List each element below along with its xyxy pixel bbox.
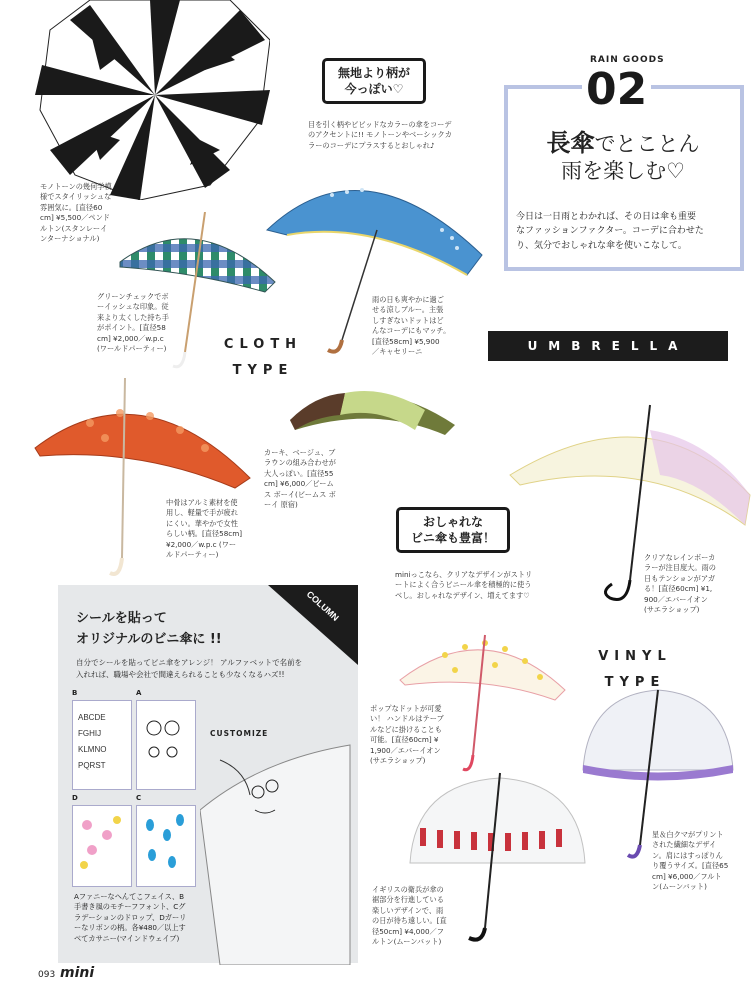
intro-pattern: 目を引く柄やビビッドなカラーの傘をコーデ のアクセントに!! モノトーンやベーシックカ ラーのコーデにプラスするとおしゃれ♪ [308,120,452,150]
caption-rainbow: クリアなレインボーカ ラーが注目度大。雨の 日もテンションがアガ る！[直径60cm] ¥1, 900／エバーイオン (サエラショップ) [644,553,716,615]
sticker-art [72,700,194,885]
column-tab-label: COLUMN [304,589,341,623]
headline-line1 [512,130,734,157]
customize-label: CUSTOMIZE [210,729,269,738]
column-caption: Aファニーなへんてこフェイス、B 手書き風のモチーフフォント、Cグ ラデーションのドロップ、Dガーリ ーなリボンの柄。各¥480／以上す べてカサニー(マインドウェイブ) [74,892,187,943]
intro-text: 今日は一日雨とわかれば、その日は傘も重要 なファッションファクター。コーデに合わせた り、気分でおしゃれな傘を使いこなして。 [516,212,704,251]
column-title: シールを貼って オリジナルのビニ傘に !! [76,611,222,647]
cloth-type-label: CLOTH TYPE [223,337,303,378]
svg-text:ABCDE: ABCDE [78,713,106,722]
umbrella-mono-photo [30,0,270,200]
caption-guard: イギリスの衛兵が傘の 裾部分を行進している 楽しいデザインで、雨 の日が待ち遠しい。[直 径50cm] ¥4,000／フ ルトン(ムーンバット) [372,885,447,947]
page-number: 093 [38,970,56,980]
bubble-vinyl: おしゃれな ビニ傘も豊富！ [396,507,510,553]
column-body: 自分でシールを貼ってビニ傘をアレンジ！ アルファベットで名前を 入れれば、職場や会社で間違えられることも少なくなるハズ!! [76,658,303,679]
umbrella-label: UMBRELLA [527,339,689,353]
caption-check: グリーンチェックでボ ーイッシュな印象。従 来より太くした持ち手 がポイント。[直径58 cm] ¥2,000／w.p.c (ワールドパーティー) [97,292,169,354]
caption-blue: 雨の日も爽やかに過ご せる涼しブルー。主張 しすぎないドットはど んなコーデにもマッチ。 [直径58cm] ¥5,900 ／キャセリーニ [372,295,451,357]
caption-khaki: カーキ、ベージュ、ブ ラウンの組み合わせが 大人っぽい。[直径55 cm] ¥6,000／ビーム ス ボーイ(ビームス ボ ーイ 原宿) [264,448,336,510]
headline-big-word: 長傘 [546,129,595,157]
umbrella-orange-photo [30,378,255,598]
sheet-letter-b: B [72,689,78,697]
customized-umbrella [200,740,355,965]
magazine-logo: mini [60,965,95,981]
caption-mono: モノトーンの幾何学模 様でスタイリッシュな 雰囲気に。[直径60 cm] ¥5,500／ペンド ルトン(スタンレーイ ンターナショナル) [40,182,112,244]
column-tab [268,585,358,665]
caption-dot: ポップなドットが可愛 い！ ハンドルはテーブ ルなどに掛けることも 可能。[直径60cm] ¥ 1,900／エバーイオン (サエラショップ) [370,704,444,766]
umbrella-band [488,331,728,361]
sheet-letter-a: A [136,689,142,697]
rain-goods-kicker: RAIN GOODS [590,55,665,65]
svg-text:FGHIJ: FGHIJ [78,729,102,738]
bubble-pattern: 無地より柄が 今っぽい♡ [322,58,426,104]
caption-star: 星＆白クマがプリント された繊細なデザイ ン。肩にはすっぽりん り覆うサイズ。[直径65 cm] ¥6,000／フルト ン(ムーンバット) [652,830,729,892]
intro-vinyl: miniっこなら、クリアなデザインがストリ ートによく合うビニール傘を積極的に使う べし。おしゃれなデザイン、増えてます♡ [395,570,533,600]
issue-number: 02 [582,68,651,112]
vinyl-type-label: VINYL TYPE [598,649,672,690]
svg-text:PQRST: PQRST [78,761,106,770]
caption-orange: 中骨はアルミ素材を使 用し、軽量で手が疲れ にくい。華やかで女性 らしい柄。[直径58cm] ¥2,000／w.p.c (ワー ルドパーティー) [166,498,243,560]
sheet-letter-c: C [136,794,142,802]
headline-rest: でとことん [594,132,700,156]
svg-text:KLMNO: KLMNO [78,745,107,754]
sheet-letter-d: D [72,794,78,802]
headline-line2: 雨を楽しむ♡ [561,159,685,183]
